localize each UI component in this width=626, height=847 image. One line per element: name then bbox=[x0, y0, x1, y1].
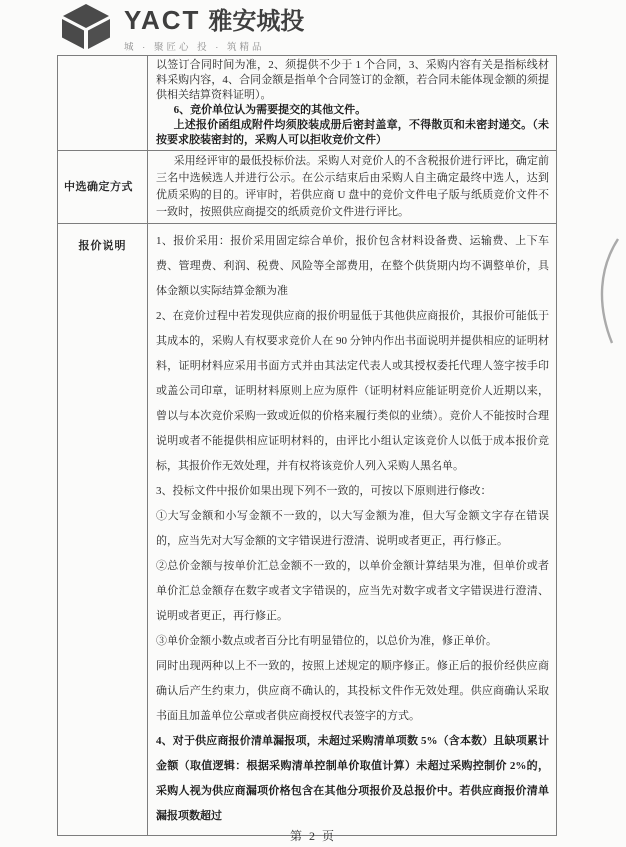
row-content bbox=[148, 151, 557, 224]
logo-text bbox=[124, 3, 304, 53]
scan-pen-mark bbox=[588, 235, 626, 347]
cube-logo-icon bbox=[60, 3, 112, 50]
row-header bbox=[58, 56, 148, 151]
logo bbox=[60, 3, 304, 53]
paragraph: 上述报价函组成附件均须胶装成册后密封盖章，不得散页和未密封递交。（未按要求胶装密封的，采购人可以拒收竞价文件） bbox=[156, 119, 549, 146]
paragraph: 3、投标文件中报价如果出现下列不一致的，可按以下原则进行修改： bbox=[156, 485, 492, 497]
brand-name-cn: 雅安城投 bbox=[208, 9, 305, 35]
row-content bbox=[148, 224, 557, 836]
paragraph: ②总价金额与按单价汇总金额不一致的，以单价金额计算结果为准，但单价或者单价汇总金额存在数字或者文字错误的，应当先对数字或者文字错误进行澄清、说明或者更正，再行修正。 bbox=[156, 560, 549, 622]
page-number: 第 2 页 bbox=[289, 829, 336, 843]
table-row bbox=[58, 151, 557, 224]
brand-name-en: YACT bbox=[124, 5, 201, 35]
row-header: 报价说明 bbox=[58, 224, 148, 836]
brand-tagline: 城 · 聚匠心 投 · 筑精品 bbox=[124, 42, 265, 53]
row-content bbox=[148, 56, 557, 151]
paragraph: 以签订合同时间为准，2、须提供不少于 1 个合同，3、采购内容有关是指标线材料采购内容，4、合同金额是指单个合同签订的金额，若合同未能体现金额的须提供相关结算资料证明）。 bbox=[156, 59, 549, 101]
paragraph: 1、报价采用：报价采用固定综合单价，报价包含材料设备费、运输费、上下车费、管理费、利润、税费、风险等全部费用，在整个供货期内均不调整单价，具体金额以实际结算金额为准 bbox=[156, 235, 549, 297]
paragraph: 同时出现两种以上不一致的，按照上述规定的顺序修正。修正后的报价经供应商确认后产生约束力，供应商不确认的，其投标文件作无效处理。供应商确认采取书面且加盖单位公章或者供应商授权代表签字的方式。 bbox=[156, 660, 549, 722]
table-row bbox=[58, 224, 557, 836]
paragraph: 2、在竞价过程中若发现供应商的报价明显低于其他供应商报价，其报价可能低于其成本的，采购人有权要求竞价人在 90 分钟内作出书面说明并提供相应的证明材料，证明材料应采用书面方式并由其法定代表人或其授权委托代理人签字按手印或盖公司印章，证明材料原则上应为原件（证明材料应能证明竞价人近期以来，曾以与本次竞价采购一致或近似的价格来履行类似的业绩）。竞价人不能按时合理说明或者不能提供相应证明材料的，由评比小组认定该竞价人以低于成本报价竞标，其报价作无效处理，并有权将该竞价人列入采购人黑名单。 bbox=[156, 310, 549, 472]
paragraph: ①大写金额和小写金额不一致的，以大写金额为准，但大写金额文字存在错误的，应当先对大写金额的文字错误进行澄清、说明或者更正，再行修正。 bbox=[156, 510, 549, 547]
table-row bbox=[58, 56, 557, 151]
paragraph: 采用经评审的最低投标价法。采购人对竞价人的不含税报价进行评比，确定前三名中选候选人并进行公示。在公示结束后由采购人自主确定最终中选人，达到优质采购的目的。评审时，若供应商 U 盘中的竞价文件电子版与纸质竞价文件不一致时，按照供应商提交的纸质竞价文件进行评比。 bbox=[156, 155, 549, 218]
document-table bbox=[57, 55, 557, 836]
row-header: 中选确定方式 bbox=[58, 151, 148, 224]
paragraph: ③单价金额小数点或者百分比有明显错位的，以总价为准，修正单价。 bbox=[156, 635, 497, 647]
paragraph: 4、对于供应商报价清单漏报项，未超过采购清单项数 5%（含本数）且缺项累计金额（取值逻辑：根据采购清单控制单价取值计算）未超过采购控制价 2%的，采购人视为供应商漏项价格包含在其他分项报价及总报价中。若供应商报价清单漏报项数超过 bbox=[156, 735, 549, 822]
paragraph: 6、竞价单位认为需要提交的其他文件。 bbox=[173, 104, 367, 116]
